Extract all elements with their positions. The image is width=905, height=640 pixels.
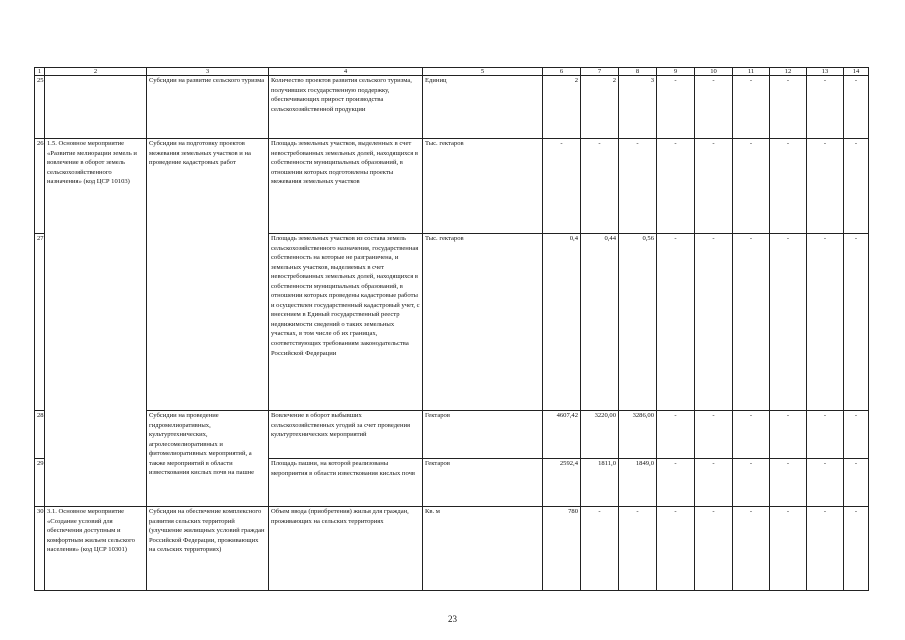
value-cell: 3220,00 — [581, 411, 619, 459]
subsidy-cell: Субсидии на проведение гидромелиоративных, культуртехнических, агролесомелиоративных и фитомелиоративных мероприятий, а также мероприятий в области известкования кислых почв на пашне — [147, 411, 269, 507]
value-cell: 0,44 — [581, 234, 619, 411]
indicator-cell: Площадь земельных участков из состава земель сельскохозяйственного назначения, государственная собственность на которые не разграничена, и земельных участков, выделяемых в счет невостребованных земельных долей, находящихся в собственности муниципальных образований, в отношении которых проведены кадастровые работы и осуществлен государственный кадастровый учет, с внесением в Единый государственный реестр недвижимости сведений о таких земельных участках, в том числе об их границах, соответствующих требованиям законодательства Российской Федерации — [269, 234, 423, 411]
program-activity-cell — [45, 76, 147, 139]
value-cell: 2 — [543, 76, 581, 139]
col-header-14: 14 — [844, 68, 869, 76]
value-cell: - — [733, 507, 770, 591]
value-cell: - — [844, 234, 869, 411]
value-cell: 2592,4 — [543, 459, 581, 507]
unit-cell: Тыс. гектаров — [423, 139, 543, 234]
unit-cell: Тыс. гектаров — [423, 234, 543, 411]
value-cell: - — [807, 411, 844, 459]
value-cell: - — [770, 411, 807, 459]
indicator-cell: Площадь земельных участков, выделенных в счет невостребованных земельных долей, находящихся в собственности муниципальных образований, в отношении которых подготовлены проекты межевания земельных участков — [269, 139, 423, 234]
indicator-cell: Площадь пашни, на которой реализованы мероприятия в области известкования кислых почв — [269, 459, 423, 507]
value-cell: - — [733, 76, 770, 139]
value-cell: - — [619, 507, 657, 591]
value-cell: - — [581, 507, 619, 591]
value-cell: 2 — [581, 76, 619, 139]
value-cell: - — [807, 507, 844, 591]
value-cell: - — [770, 507, 807, 591]
col-header-9: 9 — [657, 68, 695, 76]
value-cell: - — [844, 411, 869, 459]
col-header-4: 4 — [269, 68, 423, 76]
row-number: 25 — [35, 76, 45, 139]
col-header-5: 5 — [423, 68, 543, 76]
indicator-cell: Объем ввода (приобретения) жилья для граждан, проживающих на сельских территориях — [269, 507, 423, 591]
value-cell: - — [581, 139, 619, 234]
value-cell: - — [770, 76, 807, 139]
value-cell: 1811,0 — [581, 459, 619, 507]
column-number-row — [35, 68, 869, 76]
subsidy-cell: Субсидии на подготовку проектов межевания земельных участков и на проведение кадастровых работ — [147, 139, 269, 411]
value-cell: 3 — [619, 76, 657, 139]
value-cell: - — [807, 139, 844, 234]
unit-cell: Единиц — [423, 76, 543, 139]
unit-cell: Кв. м — [423, 507, 543, 591]
value-cell: 0,56 — [619, 234, 657, 411]
value-cell: - — [657, 411, 695, 459]
value-cell: - — [695, 507, 733, 591]
value-cell: 0,4 — [543, 234, 581, 411]
col-header-6: 6 — [543, 68, 581, 76]
col-header-7: 7 — [581, 68, 619, 76]
value-cell: - — [770, 459, 807, 507]
col-header-2: 2 — [45, 68, 147, 76]
value-cell: - — [657, 507, 695, 591]
table-row — [35, 507, 869, 591]
row-number: 26 — [35, 139, 45, 234]
value-cell: - — [657, 139, 695, 234]
value-cell: - — [695, 139, 733, 234]
row-number: 30 — [35, 507, 45, 591]
value-cell: - — [657, 234, 695, 411]
value-cell: - — [807, 76, 844, 139]
subsidy-cell: Субсидия на обеспечение комплексного развития сельских территорий (улучшение жилищных условий граждан Российской Федерации, проживающих на сельских территориях) — [147, 507, 269, 591]
col-header-3: 3 — [147, 68, 269, 76]
col-header-12: 12 — [770, 68, 807, 76]
value-cell: 1849,0 — [619, 459, 657, 507]
value-cell: - — [733, 234, 770, 411]
col-header-1: 1 — [35, 68, 45, 76]
row-number: 27 — [35, 234, 45, 411]
value-cell: 780 — [543, 507, 581, 591]
value-cell: - — [695, 234, 733, 411]
value-cell: - — [807, 234, 844, 411]
value-cell: - — [844, 459, 869, 507]
value-cell: - — [844, 76, 869, 139]
value-cell: 3286,00 — [619, 411, 657, 459]
value-cell: - — [770, 234, 807, 411]
indicator-cell: Количество проектов развития сельского туризма, получивших государственную поддержку, обеспечивающих прирост производства сельскохозяйственной продукции — [269, 76, 423, 139]
value-cell: - — [657, 459, 695, 507]
value-cell: - — [733, 459, 770, 507]
value-cell: - — [657, 76, 695, 139]
value-cell: - — [695, 411, 733, 459]
col-header-13: 13 — [807, 68, 844, 76]
value-cell: 4607,42 — [543, 411, 581, 459]
unit-cell: Гектаров — [423, 459, 543, 507]
value-cell: - — [807, 459, 844, 507]
value-cell: - — [844, 139, 869, 234]
table-row — [35, 76, 869, 139]
table-row — [35, 139, 869, 234]
table-row — [35, 411, 869, 459]
value-cell: - — [543, 139, 581, 234]
indicators-table — [34, 67, 869, 591]
row-number: 29 — [35, 459, 45, 507]
col-header-10: 10 — [695, 68, 733, 76]
value-cell: - — [770, 139, 807, 234]
program-activity-cell: 3.1. Основное мероприятие «Создание условий для обеспечения доступным и комфортным жильем сельского населения» (код ЦСР 10301) — [45, 507, 147, 591]
value-cell: - — [619, 139, 657, 234]
value-cell: - — [733, 139, 770, 234]
value-cell: - — [844, 507, 869, 591]
value-cell: - — [695, 76, 733, 139]
unit-cell: Гектаров — [423, 411, 543, 459]
row-number: 28 — [35, 411, 45, 459]
col-header-11: 11 — [733, 68, 770, 76]
page-number: 23 — [448, 614, 457, 624]
value-cell: - — [695, 459, 733, 507]
indicator-cell: Вовлечение в оборот выбывших сельскохозяйственных угодий за счет проведения культуртехнических мероприятий — [269, 411, 423, 459]
col-header-8: 8 — [619, 68, 657, 76]
value-cell: - — [733, 411, 770, 459]
program-activity-cell: 1.5. Основное мероприятие «Развитие мелиорации земель и вовлечение в оборот земель сельскохозяйственного назначения» (код ЦСР 10103) — [45, 139, 147, 507]
subsidy-cell: Субсидии на развитие сельского туризма — [147, 76, 269, 139]
